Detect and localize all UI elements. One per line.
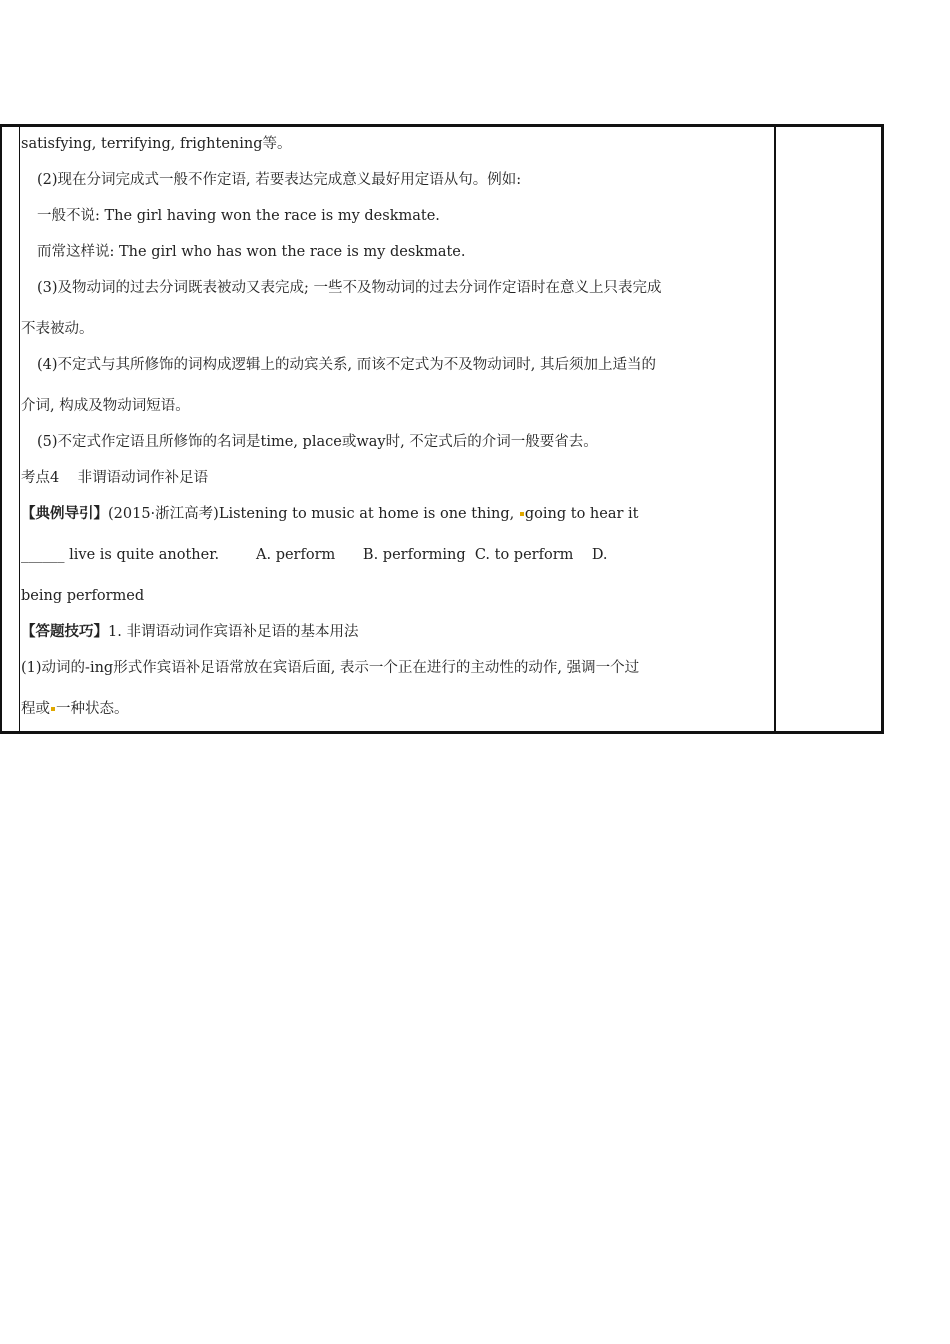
text-line: satisfying, terrifying, frightening等。	[21, 136, 292, 152]
text-part: 程或	[21, 701, 50, 717]
table-right-column	[776, 127, 881, 731]
example-text: (2015·浙江高考)Listening to music at home is one thing,	[108, 506, 519, 522]
highlight-mark	[520, 512, 524, 516]
text-part: 一种状态。	[56, 701, 129, 717]
text-line: (4)不定式与其所修饰的词构成逻辑上的动宾关系, 而该不定式为不及物动词时, 其后须加上适当的	[37, 357, 656, 373]
text-line: 一般不说: The girl having won the race is my deskmate.	[37, 208, 440, 224]
text-line: (3)及物动词的过去分词既表被动又表完成; 一些不及物动词的过去分词作定语时在意义上只表完成	[37, 280, 662, 296]
section-heading: 考点4 非谓语动词作补足语	[21, 470, 209, 486]
text-line: 介词, 构成及物动词短语。	[21, 398, 190, 414]
text-line: (2)现在分词完成式一般不作定语, 若要表达完成意义最好用定语从句。例如:	[37, 172, 522, 188]
table-left-column	[0, 127, 20, 731]
content-table	[0, 124, 884, 734]
example-text-tail: going to hear it	[524, 506, 639, 522]
table-main-column	[19, 127, 776, 731]
tip-line	[21, 623, 358, 641]
text-line: 不表被动。	[21, 321, 94, 337]
tip-label: 【答题技巧】	[21, 623, 108, 640]
options-line: ______ live is quite another. A. perform B. performing C. to perform D.	[21, 547, 608, 563]
example-label: 【典例导引】	[21, 505, 108, 522]
text-line: (5)不定式作定语且所修饰的名词是time, place或way时, 不定式后的介词一般要省去。	[37, 434, 598, 450]
tip-text: 1. 非谓语动词作宾语补足语的基本用法	[108, 624, 359, 640]
text-line	[21, 700, 129, 718]
options-line: being performed	[21, 588, 145, 604]
text-line: 而常这样说: The girl who has won the race is my deskmate.	[37, 244, 466, 260]
highlight-mark	[51, 707, 55, 711]
example-line	[21, 505, 639, 523]
text-line: (1)动词的-ing形式作宾语补足语常放在宾语后面, 表示一个正在进行的主动性的动作, 强调一个过	[21, 660, 640, 676]
